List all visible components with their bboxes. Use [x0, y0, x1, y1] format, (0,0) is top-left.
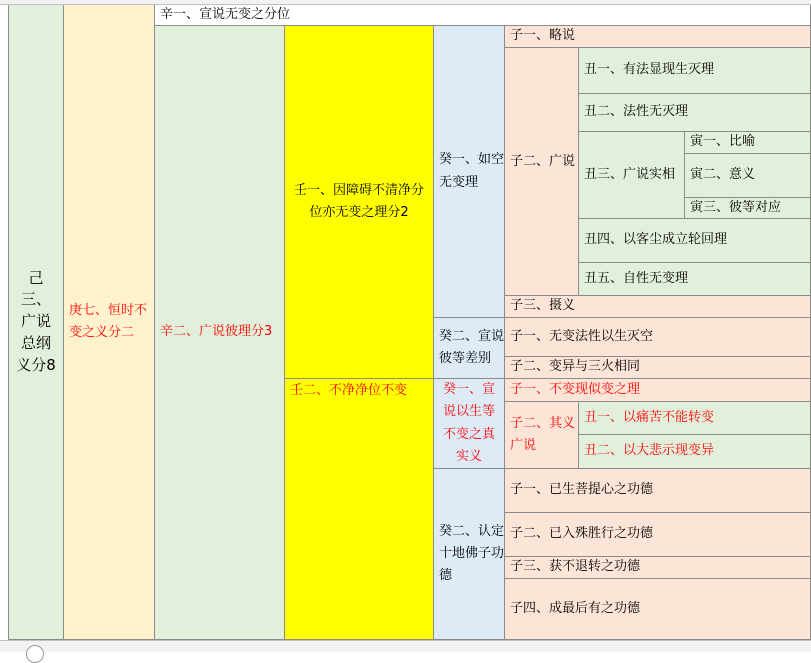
cell-zi-b2[interactable] [505, 357, 811, 379]
cell-gui1-a-text: 癸一、如空无变理 [439, 152, 505, 190]
cell-chou5[interactable] [579, 263, 811, 296]
cell-zi-d4-text: 子四、成最后有之功德 [510, 600, 641, 616]
cell-zi-guangshuo[interactable] [505, 48, 579, 296]
cell-yin1-text: 寅一、比喻 [690, 134, 756, 150]
cell-gui1-b-text: 癸一、宣说以生等不变之真实义 [442, 382, 495, 464]
cell-chou4-text: 丑四、以客尘成立轮回理 [584, 232, 728, 248]
cell-chou2[interactable] [579, 94, 811, 132]
cell-yin1[interactable] [685, 132, 811, 154]
cell-zi-d4[interactable] [505, 579, 811, 640]
cell-gui1-b[interactable] [434, 379, 505, 469]
cell-ren2-text: 壬二、不净净位不变 [290, 383, 408, 398]
cell-chou3-text: 丑三、广说实相 [584, 166, 676, 182]
cell-yin2[interactable] [685, 154, 811, 198]
cell-chou3[interactable] [579, 132, 685, 219]
cell-zi-sheyi[interactable] [505, 296, 811, 318]
cell-zi-d3[interactable] [505, 557, 811, 579]
cell-zi-d1[interactable] [505, 469, 811, 513]
cell-zi-b1[interactable] [505, 318, 811, 357]
sheet-bottom-band [0, 640, 811, 652]
cell-zi-lueshuo[interactable] [505, 26, 811, 48]
cell-xin2-text: 辛二、广说彼理分3 [160, 324, 273, 340]
cell-geng7[interactable] [64, 5, 155, 640]
cell-zi-b2-text: 子二、变异与三火相同 [510, 359, 641, 375]
cell-xin1[interactable] [155, 5, 811, 26]
cell-chou-c2-text: 丑二、以大悲示现变异 [584, 443, 715, 459]
cell-ren1[interactable] [285, 26, 434, 379]
cell-zi-sheyi-text: 子三、摄义 [510, 298, 576, 314]
cell-zi-lueshuo-text: 子一、略说 [510, 28, 576, 44]
cell-chou1-text: 丑一、有法显现生灭理 [584, 62, 715, 78]
cell-zi-c2-text: 子二、其义广说 [510, 415, 576, 453]
cell-yin3[interactable] [685, 198, 811, 219]
cell-yin2-text: 寅二、意义 [690, 167, 756, 183]
cell-zi-c2[interactable] [505, 402, 579, 469]
cell-gui2-b[interactable] [434, 469, 505, 640]
cell-zi-d2-text: 子二、已入殊胜行之功德 [510, 526, 654, 542]
cell-chou-c2[interactable] [579, 435, 811, 469]
add-sheet-icon[interactable] [26, 645, 44, 663]
cell-zi-d2[interactable] [505, 513, 811, 557]
cell-chou4[interactable] [579, 219, 811, 263]
cell-gui2-b-text: 癸二、认定十地佛子功德 [439, 523, 505, 584]
cell-gui2-a[interactable] [434, 318, 505, 379]
cell-ji3[interactable] [8, 5, 64, 640]
cell-ji3-text: 己三、广说总纲义分8 [16, 268, 56, 374]
cell-chou5-text: 丑五、自性无变理 [584, 270, 689, 286]
cell-zi-d1-text: 子一、已生菩提心之功德 [510, 482, 654, 498]
cell-ren2[interactable] [285, 379, 434, 640]
cell-xin2[interactable] [155, 26, 285, 640]
cell-zi-d3-text: 子三、获不退转之功德 [510, 559, 641, 575]
cell-zi-c1-text: 子一、不变现似变之理 [510, 381, 641, 397]
cell-zi-c1[interactable] [505, 379, 811, 402]
cell-chou1[interactable] [579, 48, 811, 94]
cell-gui1-a[interactable] [434, 26, 505, 318]
cell-zi-b1-text: 子一、无变法性以生灭空 [510, 328, 654, 344]
cell-xin1-text: 辛一、宣说无变之分位 [160, 6, 291, 22]
cell-chou-c1[interactable] [579, 402, 811, 435]
cell-zi-guangshuo-text: 子二、广说 [510, 154, 576, 169]
cell-chou2-text: 丑二、法性无灭理 [584, 104, 689, 120]
cell-geng7-text: 庚七、恒时不变之义分二 [69, 302, 148, 340]
cell-yin3-text: 寅三、彼等对应 [690, 199, 782, 215]
cell-ren1-text: 壬一、因障碍不清净分位亦无变之理分2 [293, 182, 424, 220]
cell-gui2-a-text: 癸二、宣说彼等差别 [439, 328, 505, 366]
cell-chou-c1-text: 丑一、以痛苦不能转变 [584, 409, 715, 425]
